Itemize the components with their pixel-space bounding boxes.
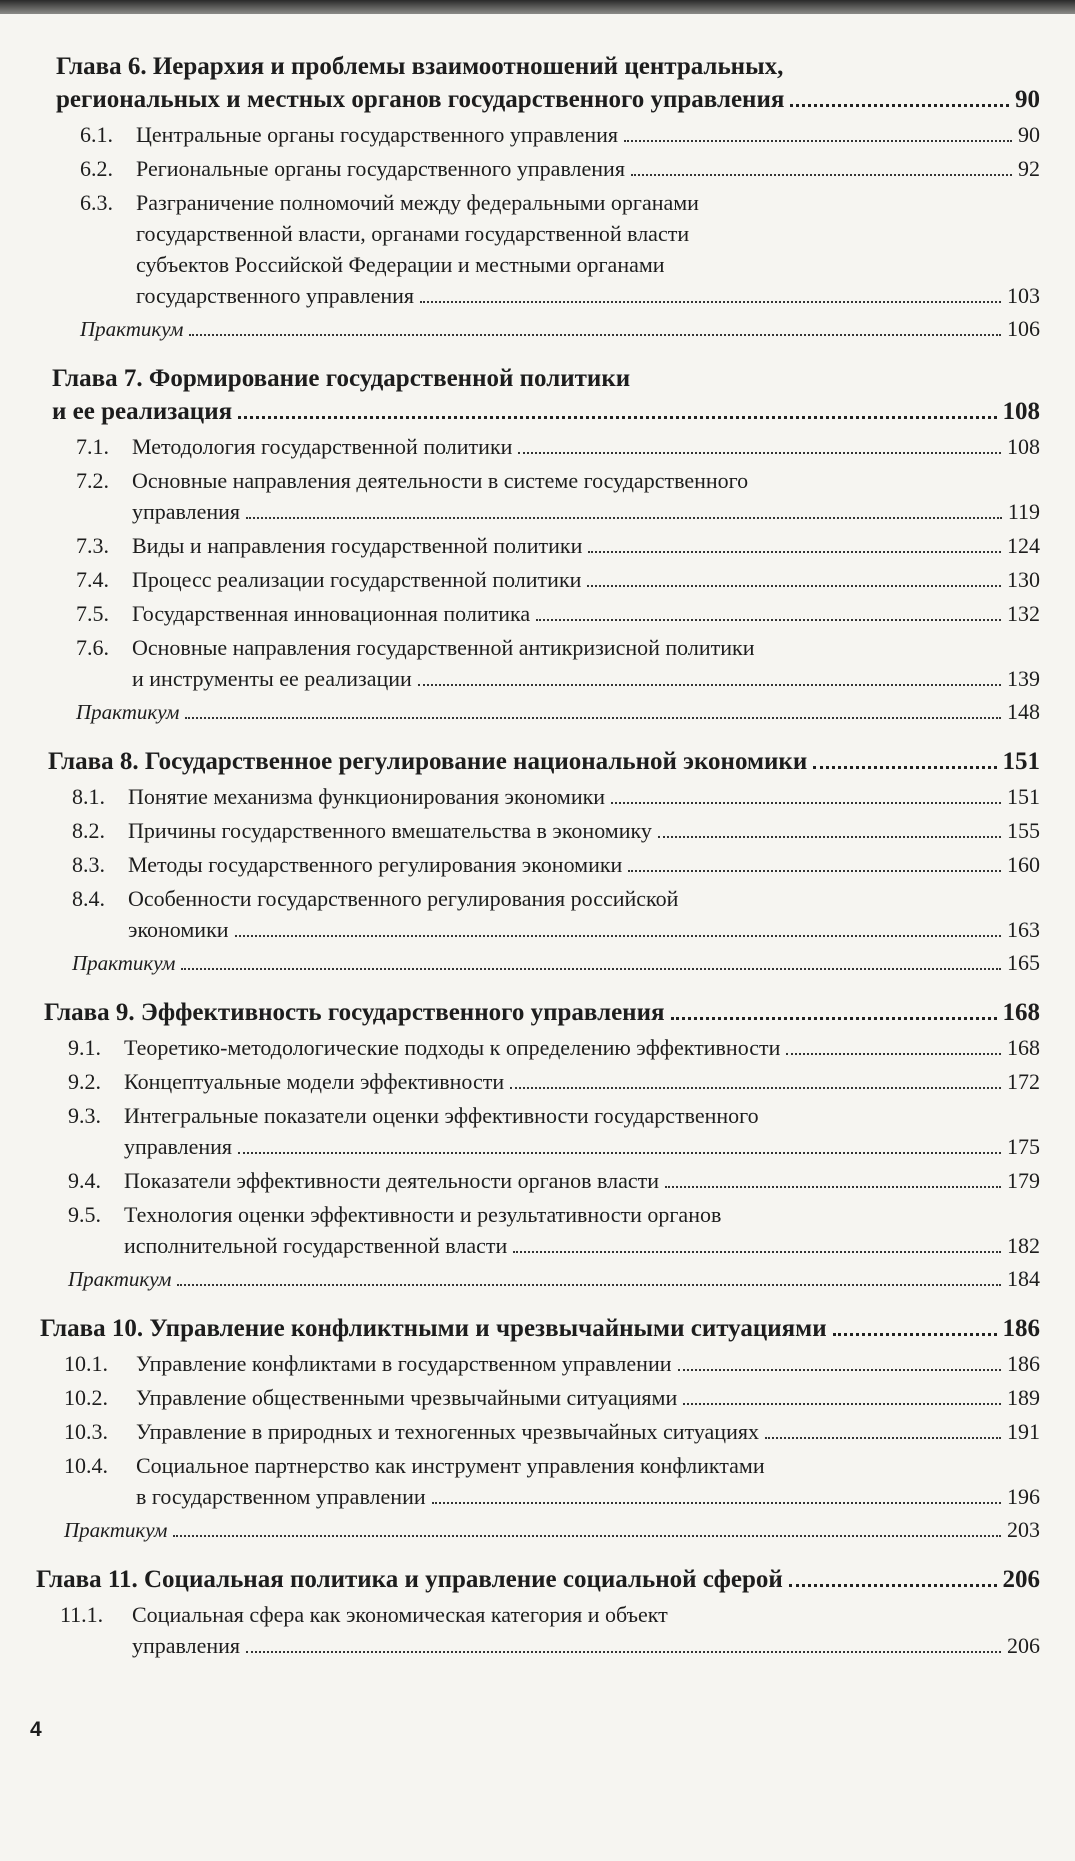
section-number: 6.3.	[80, 190, 113, 215]
chapter-title-line: Глава 9. Эффективность государственного управления	[44, 999, 665, 1026]
section-title-line: и инструменты ее реализации	[132, 666, 412, 691]
section-entry	[52, 598, 1040, 629]
section-title-line: Процесс реализации государственной политики	[132, 567, 582, 592]
section-page-number: 175	[1007, 1134, 1040, 1159]
section-number: 10.1.	[64, 1351, 108, 1376]
dot-leader	[813, 766, 996, 769]
section-number: 8.2.	[72, 818, 105, 843]
dot-leader	[181, 968, 1001, 970]
section-entry	[52, 465, 1040, 527]
practicum-page-number: 184	[1007, 1266, 1040, 1291]
section-number: 9.5.	[68, 1202, 101, 1227]
chapter-heading	[56, 50, 1040, 116]
section-number: 9.2.	[68, 1069, 101, 1094]
dot-leader	[587, 585, 1001, 587]
section-number: 6.2.	[80, 156, 113, 181]
dot-leader	[518, 452, 1001, 454]
practicum-page-number: 148	[1007, 699, 1040, 724]
section-title-line: Разграничение полномочий между федеральными органами	[136, 190, 699, 215]
chapter-title-line: Глава 11. Социальная политика и управление социальной сферой	[36, 1566, 783, 1593]
chapter-page-number: 168	[1002, 999, 1040, 1026]
dot-leader	[246, 517, 1002, 519]
dot-leader	[510, 1087, 1001, 1089]
practicum-label: Практикум	[72, 951, 176, 975]
section-title-line: Управление конфликтами в государственном управлении	[136, 1351, 672, 1376]
practicum-entry	[40, 1515, 1040, 1545]
practicum-page-number: 165	[1007, 950, 1040, 975]
dot-leader	[658, 836, 1001, 838]
chapter-heading	[44, 996, 1040, 1029]
section-page-number: 172	[1007, 1069, 1040, 1094]
section-title-line: Основные направления деятельности в системе государственного	[132, 468, 749, 493]
section-page-number: 139	[1007, 666, 1040, 691]
section-number: 9.3.	[68, 1103, 101, 1128]
section-entry	[40, 1450, 1040, 1512]
section-entry	[44, 1100, 1040, 1162]
chapter-title-line: региональных и местных органов государственного управления	[56, 86, 785, 113]
section-title-line: Теоретико-методологические подходы к определению эффективности	[124, 1035, 781, 1060]
section-title-line: Центральные органы государственного управления	[136, 122, 618, 147]
section-page-number: 186	[1007, 1351, 1040, 1376]
practicum-entry	[56, 314, 1040, 344]
dot-leader	[588, 551, 1001, 553]
section-entry	[56, 187, 1040, 311]
section-entry	[44, 1066, 1040, 1097]
chapter-title-line: и ее реализация	[52, 398, 233, 425]
section-title-line: Методы государственного регулирования экономики	[128, 852, 623, 877]
table-of-contents	[36, 50, 1040, 1661]
section-page-number: 92	[1018, 156, 1040, 181]
chapter-heading	[36, 1563, 1040, 1596]
section-page-number: 151	[1007, 784, 1040, 809]
section-page-number: 182	[1007, 1233, 1040, 1258]
section-page-number: 179	[1007, 1168, 1040, 1193]
dot-leader	[513, 1251, 1001, 1253]
section-title-line: управления	[132, 499, 241, 524]
section-page-number: 189	[1007, 1385, 1040, 1410]
section-entry	[48, 815, 1040, 846]
section-title-line: Концептуальные модели эффективности	[124, 1069, 505, 1094]
practicum-entry	[48, 948, 1040, 978]
section-page-number: 119	[1007, 499, 1040, 524]
section-page-number: 196	[1007, 1484, 1040, 1509]
section-entry	[44, 1032, 1040, 1063]
chapter-heading	[48, 745, 1040, 778]
section-title-line: Понятие механизма функционирования экономики	[128, 784, 606, 809]
section-entry	[44, 1165, 1040, 1196]
section-number: 7.5.	[76, 601, 109, 626]
section-entry	[56, 119, 1040, 150]
section-title-line: Социальное партнерство как инструмент управления конфликтами	[136, 1453, 765, 1478]
section-title-line: в государственном управлении	[136, 1484, 426, 1509]
section-title-line: управления	[124, 1134, 233, 1159]
section-title-line: Виды и направления государственной политики	[132, 533, 583, 558]
section-entry	[52, 530, 1040, 561]
section-number: 11.1.	[60, 1602, 104, 1627]
practicum-label: Практикум	[76, 700, 180, 724]
practicum-label: Практикум	[68, 1267, 172, 1291]
section-entry	[56, 153, 1040, 184]
dot-leader	[185, 717, 1001, 719]
section-number: 9.1.	[68, 1035, 101, 1060]
dot-leader	[789, 1584, 997, 1587]
chapter-heading	[40, 1312, 1040, 1345]
section-title-line: Социальная сфера как экономическая категория и объект	[132, 1602, 668, 1627]
section-number: 7.3.	[76, 533, 109, 558]
chapter-title-line: Глава 6. Иерархия и проблемы взаимоотношений центральных,	[56, 53, 784, 80]
section-number: 8.4.	[72, 886, 105, 911]
dot-leader	[678, 1369, 1002, 1371]
dot-leader	[624, 140, 1012, 142]
dot-leader	[420, 301, 1001, 303]
dot-leader	[238, 1152, 1001, 1154]
practicum-label: Практикум	[80, 317, 184, 341]
section-page-number: 160	[1007, 852, 1040, 877]
section-number: 10.4.	[64, 1453, 108, 1478]
section-number: 7.1.	[76, 434, 109, 459]
page-top-edge	[0, 0, 1075, 14]
section-page-number: 206	[1007, 1633, 1040, 1658]
dot-leader	[536, 619, 1001, 621]
dot-leader	[189, 334, 1001, 336]
dot-leader	[246, 1651, 1001, 1653]
section-title-line: Региональные органы государственного управления	[136, 156, 625, 181]
section-entry	[48, 849, 1040, 880]
section-number: 9.4.	[68, 1168, 101, 1193]
dot-leader	[683, 1403, 1001, 1405]
dot-leader	[631, 174, 1012, 176]
section-title-line: Методология государственной политики	[132, 434, 513, 459]
section-page-number: 124	[1007, 533, 1040, 558]
section-entry	[40, 1348, 1040, 1379]
section-page-number: 155	[1007, 818, 1040, 843]
practicum-label: Практикум	[64, 1518, 168, 1542]
section-title-line: управления	[132, 1633, 241, 1658]
chapter-page-number: 206	[1002, 1566, 1040, 1593]
practicum-page-number: 106	[1007, 316, 1040, 341]
chapter-page-number: 108	[1002, 398, 1040, 425]
section-entry	[52, 632, 1040, 694]
section-page-number: 191	[1007, 1419, 1040, 1444]
page-number: 4	[30, 1718, 42, 1741]
section-number: 7.4.	[76, 567, 109, 592]
section-page-number: 168	[1007, 1035, 1040, 1060]
section-number: 7.6.	[76, 635, 109, 660]
section-page-number: 103	[1007, 283, 1040, 308]
section-number: 10.2.	[64, 1385, 108, 1410]
dot-leader	[611, 802, 1001, 804]
section-number: 8.1.	[72, 784, 105, 809]
section-entry	[36, 1599, 1040, 1661]
dot-leader	[418, 684, 1001, 686]
chapter-page-number: 90	[1015, 86, 1040, 113]
dot-leader	[671, 1017, 997, 1020]
section-title-line: Особенности государственного регулирования российской	[128, 886, 679, 911]
dot-leader	[665, 1186, 1001, 1188]
section-title-line: исполнительной государственной власти	[124, 1233, 508, 1258]
section-entry	[40, 1416, 1040, 1447]
section-entry	[40, 1382, 1040, 1413]
section-page-number: 108	[1007, 434, 1040, 459]
chapter-title-line: Глава 7. Формирование государственной политики	[52, 365, 631, 392]
section-page-number: 132	[1007, 601, 1040, 626]
chapter-heading	[52, 362, 1040, 428]
practicum-entry	[52, 697, 1040, 727]
dot-leader	[173, 1535, 1001, 1537]
dot-leader	[238, 416, 996, 419]
section-entry	[52, 431, 1040, 462]
dot-leader	[765, 1437, 1001, 1439]
dot-leader	[628, 870, 1001, 872]
chapter-title-line: Глава 10. Управление конфликтными и чрезвычайными ситуациями	[40, 1315, 827, 1342]
section-number: 7.2.	[76, 468, 109, 493]
section-entry	[52, 564, 1040, 595]
section-title-line: Управление общественными чрезвычайными ситуациями	[136, 1385, 678, 1410]
section-title-line: Причины государственного вмешательства в экономику	[128, 818, 652, 843]
dot-leader	[790, 104, 1009, 107]
section-entry	[48, 883, 1040, 945]
section-title-line: Показатели эффективности деятельности органов власти	[124, 1168, 660, 1193]
chapter-page-number: 186	[1002, 1315, 1040, 1342]
dot-leader	[833, 1333, 997, 1336]
dot-leader	[235, 935, 1001, 937]
dot-leader	[177, 1284, 1001, 1286]
section-page-number: 163	[1007, 917, 1040, 942]
practicum-entry	[44, 1264, 1040, 1294]
section-number: 10.3.	[64, 1419, 108, 1444]
section-title-line: Интегральные показатели оценки эффективности государственного	[124, 1103, 759, 1128]
dot-leader	[432, 1502, 1001, 1504]
chapter-title-line: Глава 8. Государственное регулирование национальной экономики	[48, 748, 808, 775]
chapter-page-number: 151	[1002, 748, 1040, 775]
section-number: 6.1.	[80, 122, 113, 147]
section-title-line: Основные направления государственной антикризисной политики	[132, 635, 755, 660]
section-title-line: Государственная инновационная политика	[132, 601, 531, 626]
section-entry	[48, 781, 1040, 812]
section-page-number: 90	[1018, 122, 1040, 147]
section-title-line: Технология оценки эффективности и результативности органов	[124, 1202, 722, 1227]
section-title-line: государственного управления	[136, 283, 415, 308]
section-title-line: Управление в природных и техногенных чрезвычайных ситуациях	[136, 1419, 759, 1444]
section-number: 8.3.	[72, 852, 105, 877]
section-page-number: 130	[1007, 567, 1040, 592]
section-title-line: экономики	[128, 917, 229, 942]
section-title-line: государственной власти, органами государственной власти	[136, 221, 690, 246]
practicum-page-number: 203	[1007, 1517, 1040, 1542]
section-entry	[44, 1199, 1040, 1261]
section-title-line: субъектов Российской Федерации и местными органами	[136, 252, 665, 277]
dot-leader	[786, 1053, 1001, 1055]
